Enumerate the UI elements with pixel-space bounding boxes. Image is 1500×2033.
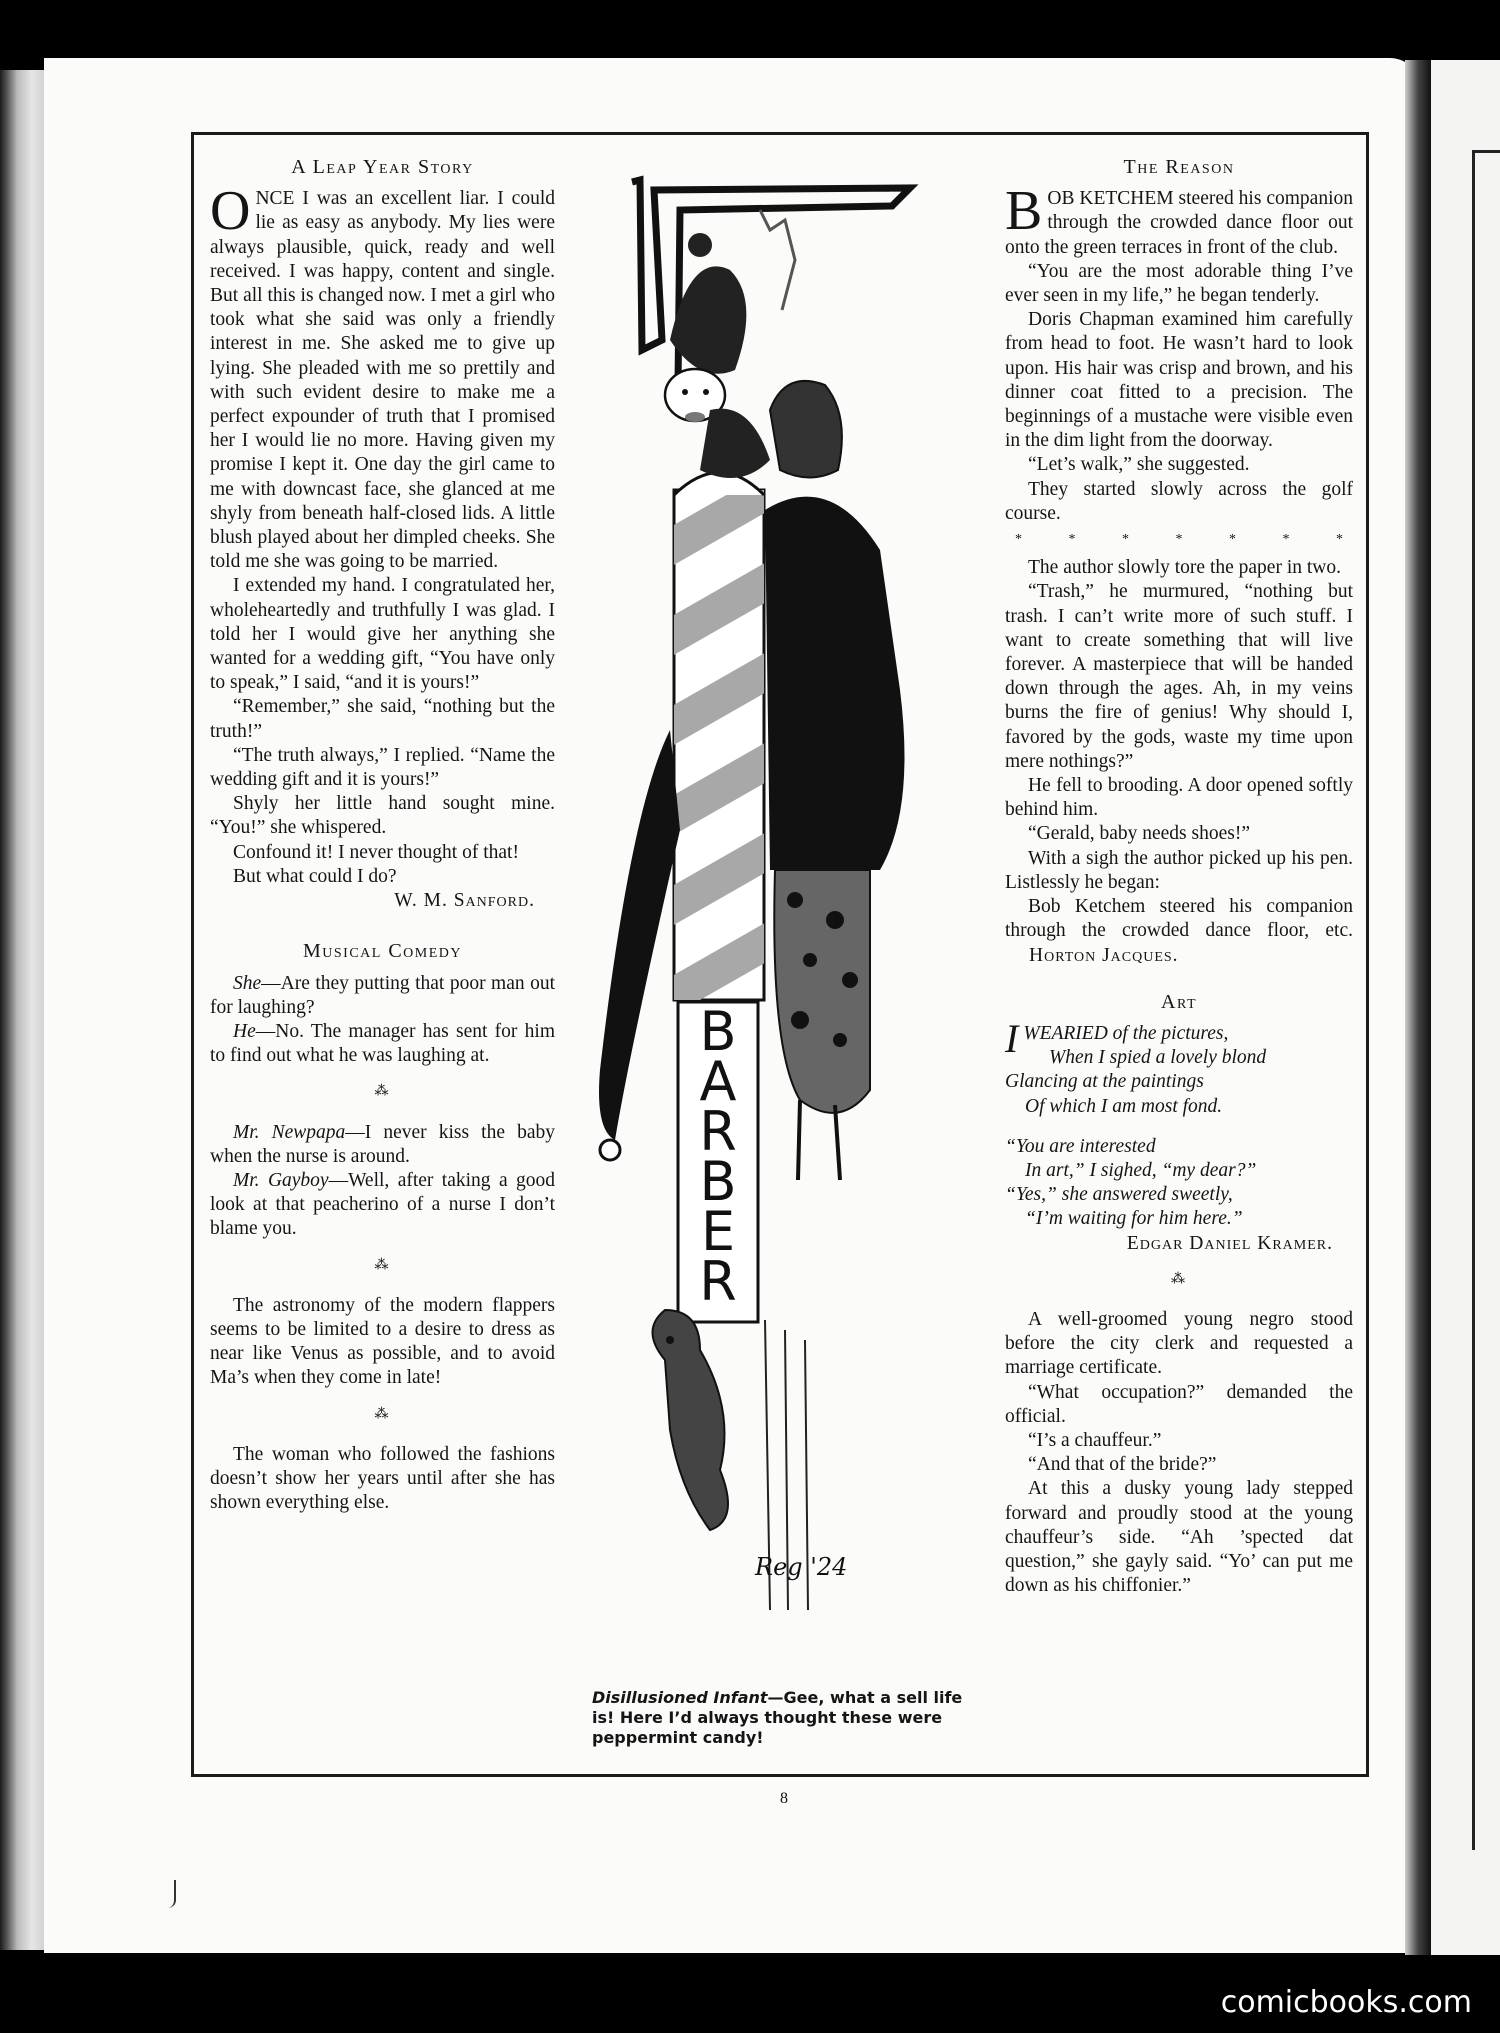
story-paragraph: But what could I do? xyxy=(233,865,397,887)
star: * xyxy=(1336,532,1343,548)
story-paragraph: With a sigh the author picked up his pen. Listlessly he began: xyxy=(1005,847,1353,893)
story-paragraph: “You are the most adorable thing I’ve ever seen in my life,” he began tenderly. xyxy=(1005,260,1353,307)
dialogue-line xyxy=(210,1121,555,1169)
paragraph-text: Bob Ketchem steered his companion through the crowded dance floor, etc. xyxy=(1005,896,1353,942)
poem-line: When I spied a lovely blond xyxy=(1049,1047,1267,1069)
sign-letter: B xyxy=(699,1150,737,1213)
baby-hat-pompom xyxy=(688,233,712,257)
spine-shadow xyxy=(1405,60,1431,1955)
woman-legs xyxy=(798,1100,840,1180)
story-title-leap-year: A Leap Year Story xyxy=(291,156,474,178)
star: * xyxy=(1122,532,1129,548)
story-paragraph: A well-groomed young negro stood before the city clerk and requested a marriage certificate. xyxy=(1005,1308,1353,1379)
drop-cap: B xyxy=(1005,180,1043,243)
star: * xyxy=(1175,532,1183,548)
dialogue-line xyxy=(210,1020,555,1068)
story-title-musical-comedy: Musical Comedy xyxy=(302,940,462,963)
poodle-eye xyxy=(666,1336,674,1344)
story-paragraph: “Gerald, baby needs shoes!” xyxy=(1028,823,1250,845)
story-paragraph: He fell to brooding. A door opened softly behind him. xyxy=(1005,775,1353,821)
poodle xyxy=(653,1310,729,1530)
dialogue-line xyxy=(210,972,555,1020)
author-signature: W. M. Sanford. xyxy=(394,890,535,912)
story-paragraph: “And that of the bride?” xyxy=(1028,1454,1217,1476)
story-paragraph xyxy=(1005,180,1353,260)
baby-eye xyxy=(682,389,688,395)
star: * xyxy=(1282,532,1290,548)
dialogue-text: —Well, after taking a good look at that peacherino of a nurse I don’t blame you. xyxy=(210,1169,555,1240)
separator: ⁂ xyxy=(1171,1271,1187,1287)
story-paragraph xyxy=(210,180,555,574)
facing-page-border xyxy=(1472,150,1500,1850)
watermark: comicbooks.com xyxy=(1220,1985,1472,2020)
story-paragraph: Shyly her little hand sought mine. “You!” she whispered. xyxy=(210,793,555,839)
story-paragraph: Doris Chapman examined him carefully from head to foot. He wasn’t hard to look upon. His hair was crisp and brown, and his dinner coat fitted to a precision. The beginnings of a mustache were visible even in the dim light from the doorway. xyxy=(1005,309,1353,452)
story-paragraph: Confound it! I never thought of that! xyxy=(233,841,519,863)
baby-mouth xyxy=(685,412,705,422)
author-signature: Edgar Daniel Kramer. xyxy=(1126,1232,1333,1254)
poem-line: In art,” I sighed, “my dear?” xyxy=(1025,1159,1257,1181)
barber-pole-illustration xyxy=(570,170,990,1690)
woman-skirt xyxy=(774,870,870,1113)
story-paragraph: “Let’s walk,” she suggested. xyxy=(1028,454,1250,476)
author-signature: Horton Jacques. xyxy=(1029,944,1179,966)
dialogue-line xyxy=(210,1169,555,1242)
right-column xyxy=(1005,155,1353,1598)
poem-line: “You are interested xyxy=(1005,1135,1156,1157)
caption-text: —Gee, what a sell life is! Here I’d always thought these were peppermint candy! xyxy=(592,1688,963,1747)
sign-letter: B xyxy=(699,1000,737,1063)
poem-line-text: WEARIED of the pictures, xyxy=(1023,1022,1229,1044)
story-paragraph: “I’s a chauffeur.” xyxy=(1028,1429,1162,1451)
story-paragraph: “Trash,” he murmured, “nothing but trash. I can’t write more of such stuff. I want to create something that will live forever. A masterpiece that will be handed down through the ages. Ah, in my veins burns the fire of genius! Why should I, favored by the gods, waste my time upon mere nothings?” xyxy=(1005,581,1353,772)
drop-cap: I xyxy=(1005,1015,1019,1061)
caption-label: Disillusioned Infant xyxy=(592,1688,768,1707)
poem xyxy=(1005,1015,1353,1232)
margin-mark xyxy=(168,1880,176,1908)
dialogue-text: —I never kiss the baby when the nurse is around. xyxy=(210,1121,555,1167)
sign-letter: R xyxy=(699,1250,737,1313)
joke-paragraph: The woman who followed the fashions doesn’t show her years until after she has shown everything else. xyxy=(210,1443,555,1514)
star: * xyxy=(1015,532,1022,548)
speaker-label: Mr. Newpapa xyxy=(233,1121,346,1143)
left-column xyxy=(210,155,555,1515)
story-paragraph xyxy=(1005,895,1353,968)
story-title-art: Art xyxy=(1161,990,1197,1013)
speaker-label: She xyxy=(233,972,262,994)
paragraph-text: OB KETCHEM steered his companion through the crowded dance floor out onto the green terraces in front of the club. xyxy=(1005,188,1353,258)
story-paragraph: “Remember,” she said, “nothing but the truth!” xyxy=(210,696,555,742)
speaker-label: He xyxy=(233,1020,256,1042)
joke-paragraph: The astronomy of the modern flappers seems to be limited to a desire to dress as near like Venus as possible, and to avoid Ma’s when they come in late! xyxy=(210,1294,555,1389)
dialogue-text: —Are they putting that poor man out for laughing? xyxy=(210,972,555,1018)
poem-line: “Yes,” she answered sweetly, xyxy=(1005,1184,1233,1206)
illustration-caption xyxy=(592,1688,987,1748)
woman-coat xyxy=(765,497,905,870)
poem-line: Glancing at the paintings xyxy=(1005,1071,1204,1093)
story-paragraph: They started slowly across the golf course. xyxy=(1005,478,1353,524)
facing-page-edge xyxy=(1420,60,1500,1955)
separator: ⁂ xyxy=(374,1084,391,1100)
speaker-label: Mr. Gayboy xyxy=(233,1169,329,1191)
story-paragraph: I extended my hand. I congratulated her, wholeheartedly and truthfully I was glad. I told her I would give her anything she wanted for a wedding gift, “You have only to speak,” I said, “and it is yours!” xyxy=(210,575,555,694)
story-paragraph: At this a dusky young lady stepped forward and proudly stood at the young chauffeur’s side. “Ah ’spected dat question,” she gayly said. “Yo’ can put me down as his chiffonier.” xyxy=(1005,1478,1353,1597)
star-separator xyxy=(1005,528,1353,552)
artist-signature: Reg '24 xyxy=(755,1553,848,1581)
poem-line: “I’m waiting for him here.” xyxy=(1025,1208,1243,1230)
umbrella xyxy=(599,730,680,1140)
page-number: 8 xyxy=(780,1790,788,1807)
woman-hair xyxy=(770,381,842,478)
story-paragraph: “What occupation?” demanded the official. xyxy=(1005,1381,1353,1427)
story-paragraph: “The truth always,” I replied. “Name the wedding gift and it is yours!” xyxy=(210,744,555,791)
sign-letter: E xyxy=(700,1200,736,1263)
sign-letter: R xyxy=(699,1100,737,1163)
star: * xyxy=(1068,532,1076,548)
story-title-the-reason: The Reason xyxy=(1123,156,1235,178)
dialogue-text: —No. The manager has sent for him to find out what he was laughing at. xyxy=(210,1020,555,1067)
sign-letter: A xyxy=(699,1050,737,1113)
drop-cap: O xyxy=(210,180,251,243)
paragraph-text: NCE I was an excellent liar. I could lie as easy as anybody. My lies were always plausible, quick, ready and well received. I was happy, content and single. But all this is changed now. I met a girl who took what she said was only a friendly interest in me. She asked me to give up lying. She pleaded with me so prettily and with such evident desire to make me a perfect expounder of truth that I promised her I would lie no more. Having given my promise I kept it. One day the girl came to me with downcast face, she glanced at me shyly from beneath half-closed lids. A little blush played about her dimpled cheeks. She told me she was going to be married. xyxy=(210,188,555,573)
separator: ⁂ xyxy=(374,1257,391,1273)
baby-body xyxy=(700,409,770,478)
story-paragraph: The author slowly tore the paper in two. xyxy=(1028,557,1341,579)
umbrella-handle xyxy=(600,1140,620,1160)
star: * xyxy=(1229,532,1236,548)
separator: ⁂ xyxy=(374,1406,391,1422)
door-frame-shading xyxy=(760,210,795,310)
poem-line: Of which I am most fond. xyxy=(1025,1095,1223,1117)
door-frame xyxy=(632,180,910,385)
baby-eye xyxy=(703,389,709,395)
barber-pole xyxy=(674,490,764,1000)
